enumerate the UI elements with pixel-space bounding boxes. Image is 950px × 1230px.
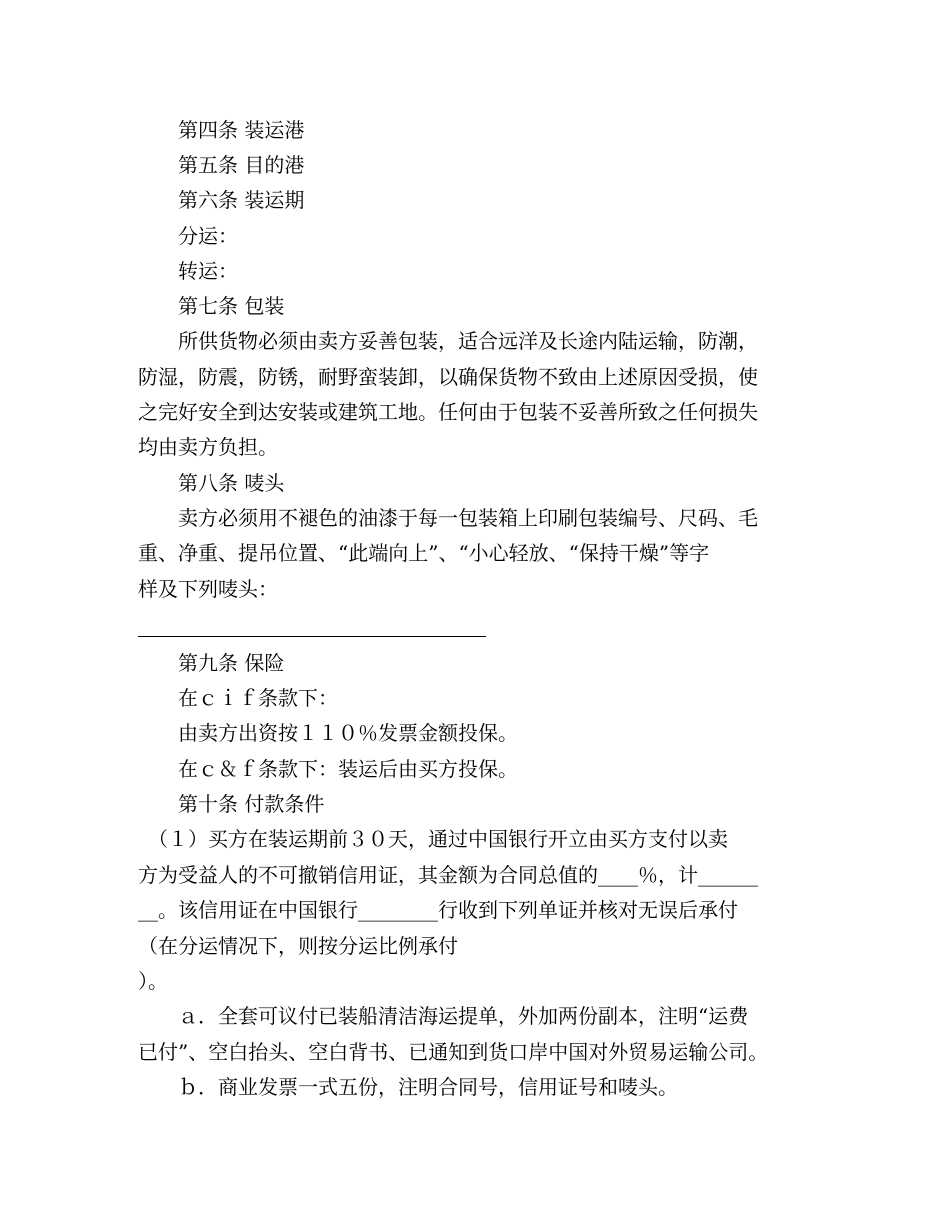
payment-paragraph-line-3: __。该信用证在中国银行________行收到下列单证并核对无误后承付 <box>138 898 738 922</box>
article-6-heading: 第六条 装运期 <box>138 188 305 212</box>
payment-paragraph-line-1: （１）买方在装运期前３０天，通过中国银行开立由买方支付以卖 <box>138 827 728 851</box>
document-a-line-1: ａ．全套可议付已装船清洁海运提单，外加两份副本，注明“运费 <box>138 1004 749 1028</box>
article-9-heading: 第九条 保险 <box>138 651 285 675</box>
payment-paragraph-line-4: （在分运情况下，则按分运比例承付 <box>138 934 458 958</box>
document-b-line: ｂ．商业发票一式五份，注明合同号，信用证号和唛头。 <box>138 1075 678 1099</box>
article-10-heading: 第十条 付款条件 <box>138 792 325 816</box>
transshipment-line: 转运： <box>138 259 238 283</box>
packing-paragraph-line-3: 之完好安全到达安装或建筑工地。任何由于包装不妥善所致之任何损失 <box>138 400 758 424</box>
article-4-heading: 第四条 装运港 <box>138 118 305 142</box>
packing-paragraph-line-2: 防湿，防震，防锈，耐野蛮装卸，以确保货物不致由上述原因受损，使 <box>138 365 758 389</box>
payment-paragraph-line-5: ）。 <box>138 969 168 993</box>
marking-paragraph-line-2: 重、净重、提吊位置、“此端向上”、“小心轻放、“保持干燥”等字 <box>138 541 710 565</box>
article-5-heading: 第五条 目的港 <box>138 153 305 177</box>
article-8-heading: 第八条 唛头 <box>138 471 285 495</box>
document-a-line-2: 已付”、空白抬头、空白背书、已通知到货口岸中国对外贸易运输公司。 <box>138 1040 769 1064</box>
article-7-heading: 第七条 包装 <box>138 294 285 318</box>
packing-paragraph-line-1: 所供货物必须由卖方妥善包装，适合远洋及长途内陆运输，防潮， <box>138 329 758 353</box>
insurance-cf-line: 在ｃ＆ｆ条款下：装运后由买方投保。 <box>138 757 518 781</box>
insurance-cif-line: 在ｃｉｆ条款下： <box>138 686 338 710</box>
marking-paragraph-line-3: 样及下列唛头： <box>138 577 278 601</box>
insurance-seller-line: 由卖方出资按１１０％发票金额投保。 <box>138 721 518 745</box>
packing-paragraph-line-4: 均由卖方负担。 <box>138 435 278 459</box>
shipping-mark-blank-line <box>138 636 486 637</box>
partial-shipment-line: 分运： <box>138 224 238 248</box>
payment-paragraph-line-2: 方为受益人的不可撤销信用证，其金额为合同总值的____％，计______ <box>138 863 758 887</box>
marking-paragraph-line-1: 卖方必须用不褪色的油漆于每一包装箱上印刷包装编号、尺码、毛 <box>138 506 758 530</box>
